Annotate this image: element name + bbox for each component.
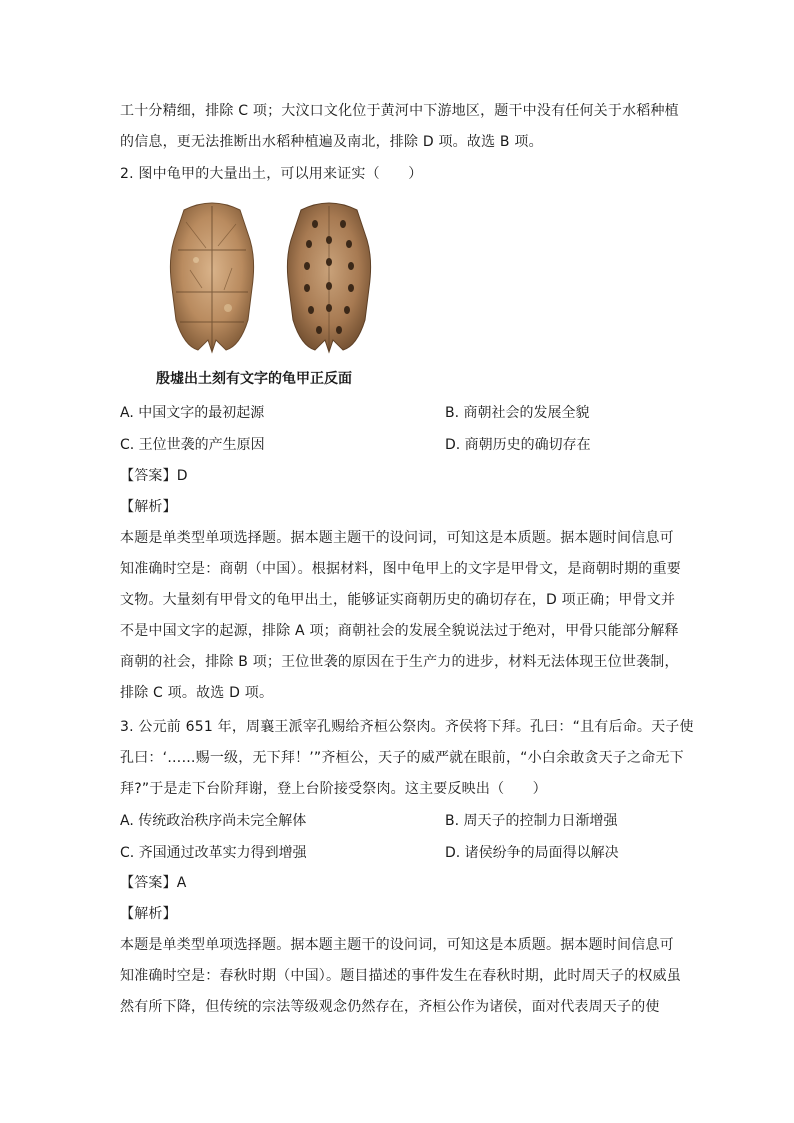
analysis-line: 文物。大量刻有甲骨文的龟甲出土，能够证实商朝历史的确切存在，D 项正确；甲骨文并 (120, 592, 676, 608)
option-b: B. 商朝社会的发展全貌 (445, 405, 590, 421)
turtle-shell-back-image (283, 200, 375, 356)
analysis-line: 本题是单类型单项选择题。据本题主题干的设问词，可知这是本质题。据本题时间信息可 (120, 937, 674, 953)
option-d: D. 商朝历史的确切存在 (445, 437, 591, 453)
option-a: A. 中国文字的最初起源 (120, 405, 265, 421)
option-d: D. 诸侯纷争的局面得以解决 (445, 845, 619, 861)
analysis-label: 【解析】 (120, 499, 177, 515)
analysis-line: 知准确时空是：商朝（中国）。根据材料，图中龟甲上的文字是甲骨文，是商朝时期的重要 (120, 561, 681, 577)
image-caption: 殷墟出土刻有文字的龟甲正反面 (156, 371, 352, 387)
analysis-label: 【解析】 (120, 906, 177, 922)
option-c: C. 齐国通过改革实力得到增强 (120, 845, 307, 861)
analysis-line: 知准确时空是：春秋时期（中国）。题目描述的事件发生在春秋时期，此时周天子的权威虽 (120, 968, 681, 984)
answer-label: 【答案】A (120, 875, 187, 891)
answer-label: 【答案】D (120, 468, 188, 484)
option-c: C. 王位世袭的产生原因 (120, 437, 265, 453)
analysis-line: 排除 C 项。故选 D 项。 (120, 685, 274, 701)
option-b: B. 周天子的控制力日渐增强 (445, 813, 618, 829)
analysis-line: 不是中国文字的起源，排除 A 项；商朝社会的发展全貌说法过于绝对，甲骨只能部分解释 (120, 623, 679, 639)
analysis-line: 商朝的社会，排除 B 项；王位世袭的原因在于生产力的进步，材料无法体现王位世袭制， (120, 654, 679, 670)
analysis-line: 本题是单类型单项选择题。据本题主题干的设问词，可知这是本质题。据本题时间信息可 (120, 530, 674, 546)
turtle-shell-front-image (166, 200, 258, 356)
text-line: 工十分精细，排除 C 项；大汶口文化位于黄河中下游地区，题干中没有任何关于水稻种植 (120, 103, 679, 119)
question-2-stem: 2. 图中龟甲的大量出土，可以用来证实（ ） (120, 166, 423, 182)
question-3-stem: 孔曰：‘……赐一级，无下拜！’”齐桓公，天子的威严就在眼前，“小白余敢贪天子之命无下 (120, 750, 684, 766)
text-line: 的信息，更无法推断出水稻种植遍及南北，排除 D 项。故选 B 项。 (120, 134, 543, 150)
question-3-stem: 拜?”于是走下台阶拜谢，登上台阶接受祭肉。这主要反映出（ ） (120, 781, 547, 797)
question-3-stem: 3. 公元前 651 年，周襄王派宰孔赐给齐桓公祭肉。齐侯将下拜。孔曰：“且有后命。天子使 (120, 719, 694, 735)
analysis-line: 然有所下降，但传统的宗法等级观念仍然存在，齐桓公作为诸侯，面对代表周天子的使 (120, 999, 660, 1015)
option-a: A. 传统政治秩序尚未完全解体 (120, 813, 307, 829)
